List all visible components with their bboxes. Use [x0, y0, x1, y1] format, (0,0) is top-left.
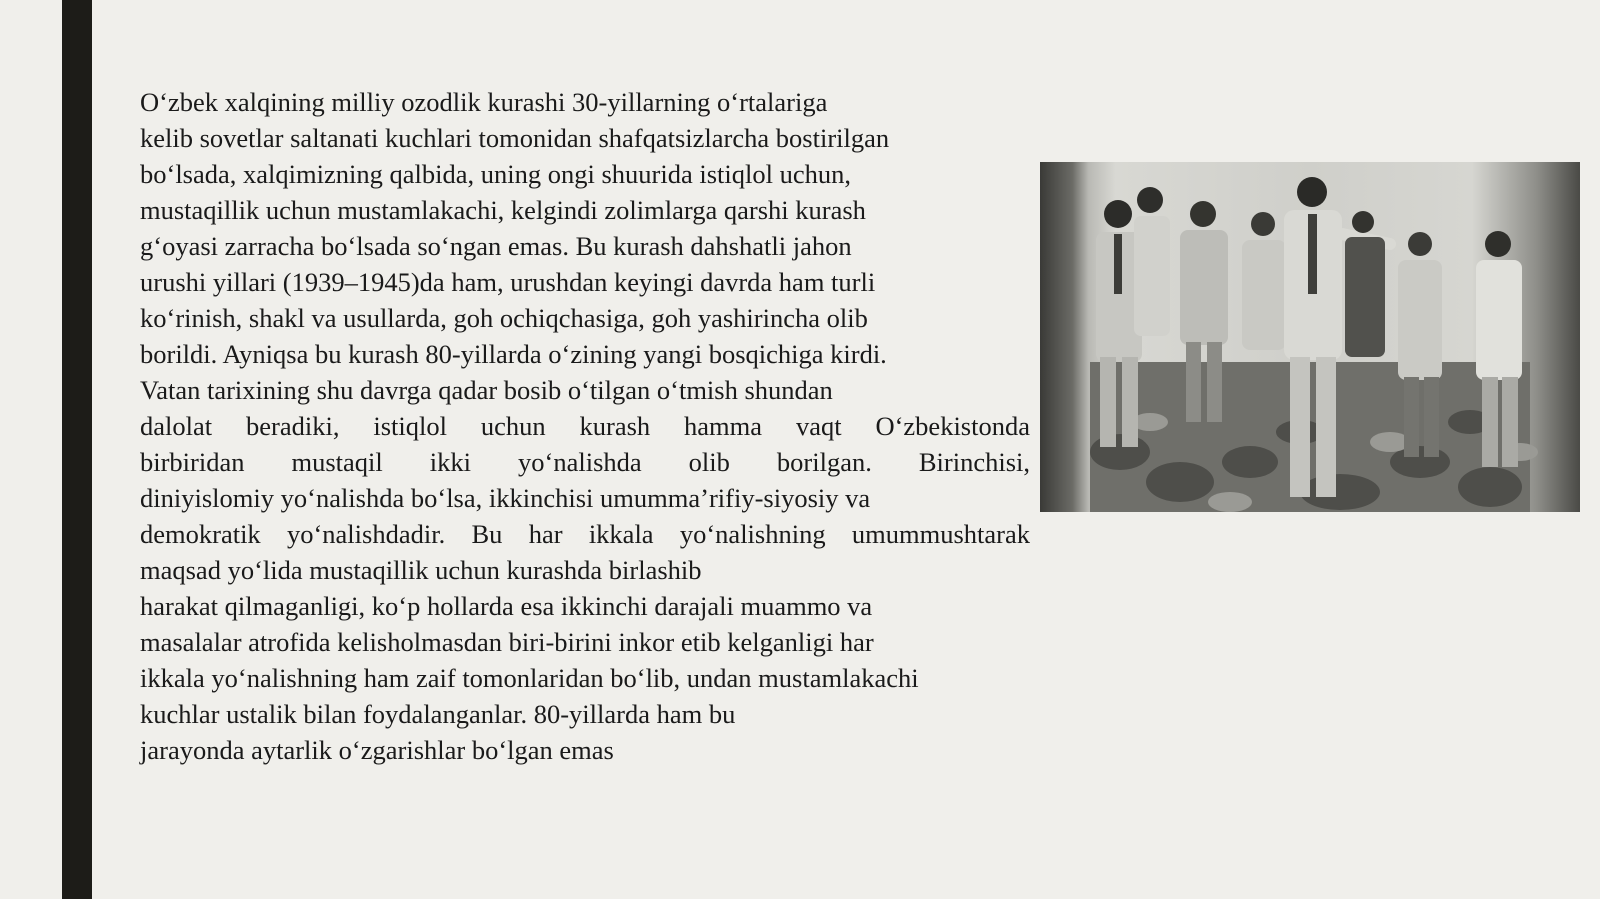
paragraph-line: mustaqillik uchun mustamlakachi, kelgindi zolimlarga qarshi kurash — [140, 195, 866, 225]
paragraph-line: birbiridan mustaqil ikki yo‘nalishda olib borilgan. Birinchisi, — [140, 447, 1030, 477]
paragraph-line: demokratik yo‘nalishdadir. Bu har ikkala yo‘nalishning umummushtarak — [140, 519, 1030, 549]
paragraph-line: jarayonda aytarlik o‘zgarishlar bo‘lgan emas — [140, 735, 614, 765]
paragraph-line: kuchlar ustalik bilan foydalanganlar. 80-yillarda ham bu — [140, 699, 736, 729]
body-paragraph — [140, 84, 1030, 768]
paragraph-line: Vatan tarixining shu davrga qadar bosib o‘tilgan o‘tmish shundan — [140, 375, 833, 405]
paragraph-line: masalalar atrofida kelisholmasdan biri-birini inkor etib kelganligi har — [140, 627, 874, 657]
paragraph-line: diniyislomiy yo‘nalishda bo‘lsa, ikkinchisi umumma’rifiy-siyosiy va — [140, 483, 871, 513]
paragraph-line: borildi. Ayniqsa bu kurash 80-yillarda o‘zining yangi bosqichiga kirdi. — [140, 339, 887, 369]
historical-photo — [1040, 162, 1580, 512]
historical-photo-icon — [1040, 162, 1580, 512]
paragraph-line: ikkala yo‘nalishning ham zaif tomonlaridan bo‘lib, undan mustamlakachi — [140, 663, 919, 693]
paragraph-line: ko‘rinish, shakl va usullarda, goh ochiqchasiga, goh yashirincha olib — [140, 303, 868, 333]
paragraph-line: g‘oyasi zarracha bo‘lsada so‘ngan emas. Bu kurash dahshatli jahon — [140, 231, 852, 261]
paragraph-line: harakat qilmaganligi, ko‘p hollarda esa ikkinchi darajali muammo va — [140, 591, 873, 621]
accent-bar — [62, 0, 92, 899]
paragraph-line: urushi yillari (1939–1945)da ham, urushdan keyingi davrda ham turli — [140, 267, 876, 297]
paragraph-line: kelib sovetlar saltanati kuchlari tomonidan shafqatsizlarcha bostirilgan — [140, 123, 890, 153]
paragraph-line: bo‘lsada, xalqimizning qalbida, uning ongi shuurida istiqlol uchun, — [140, 159, 851, 189]
paragraph-line: maqsad yo‘lida mustaqillik uchun kurashda birlashib — [140, 555, 702, 585]
paragraph-line: O‘zbek xalqining milliy ozodlik kurashi 30-yillarning o‘rtalariga — [140, 87, 828, 117]
paragraph-line: dalolat beradiki, istiqlol uchun kurash hamma vaqt O‘zbekistonda — [140, 411, 1030, 441]
